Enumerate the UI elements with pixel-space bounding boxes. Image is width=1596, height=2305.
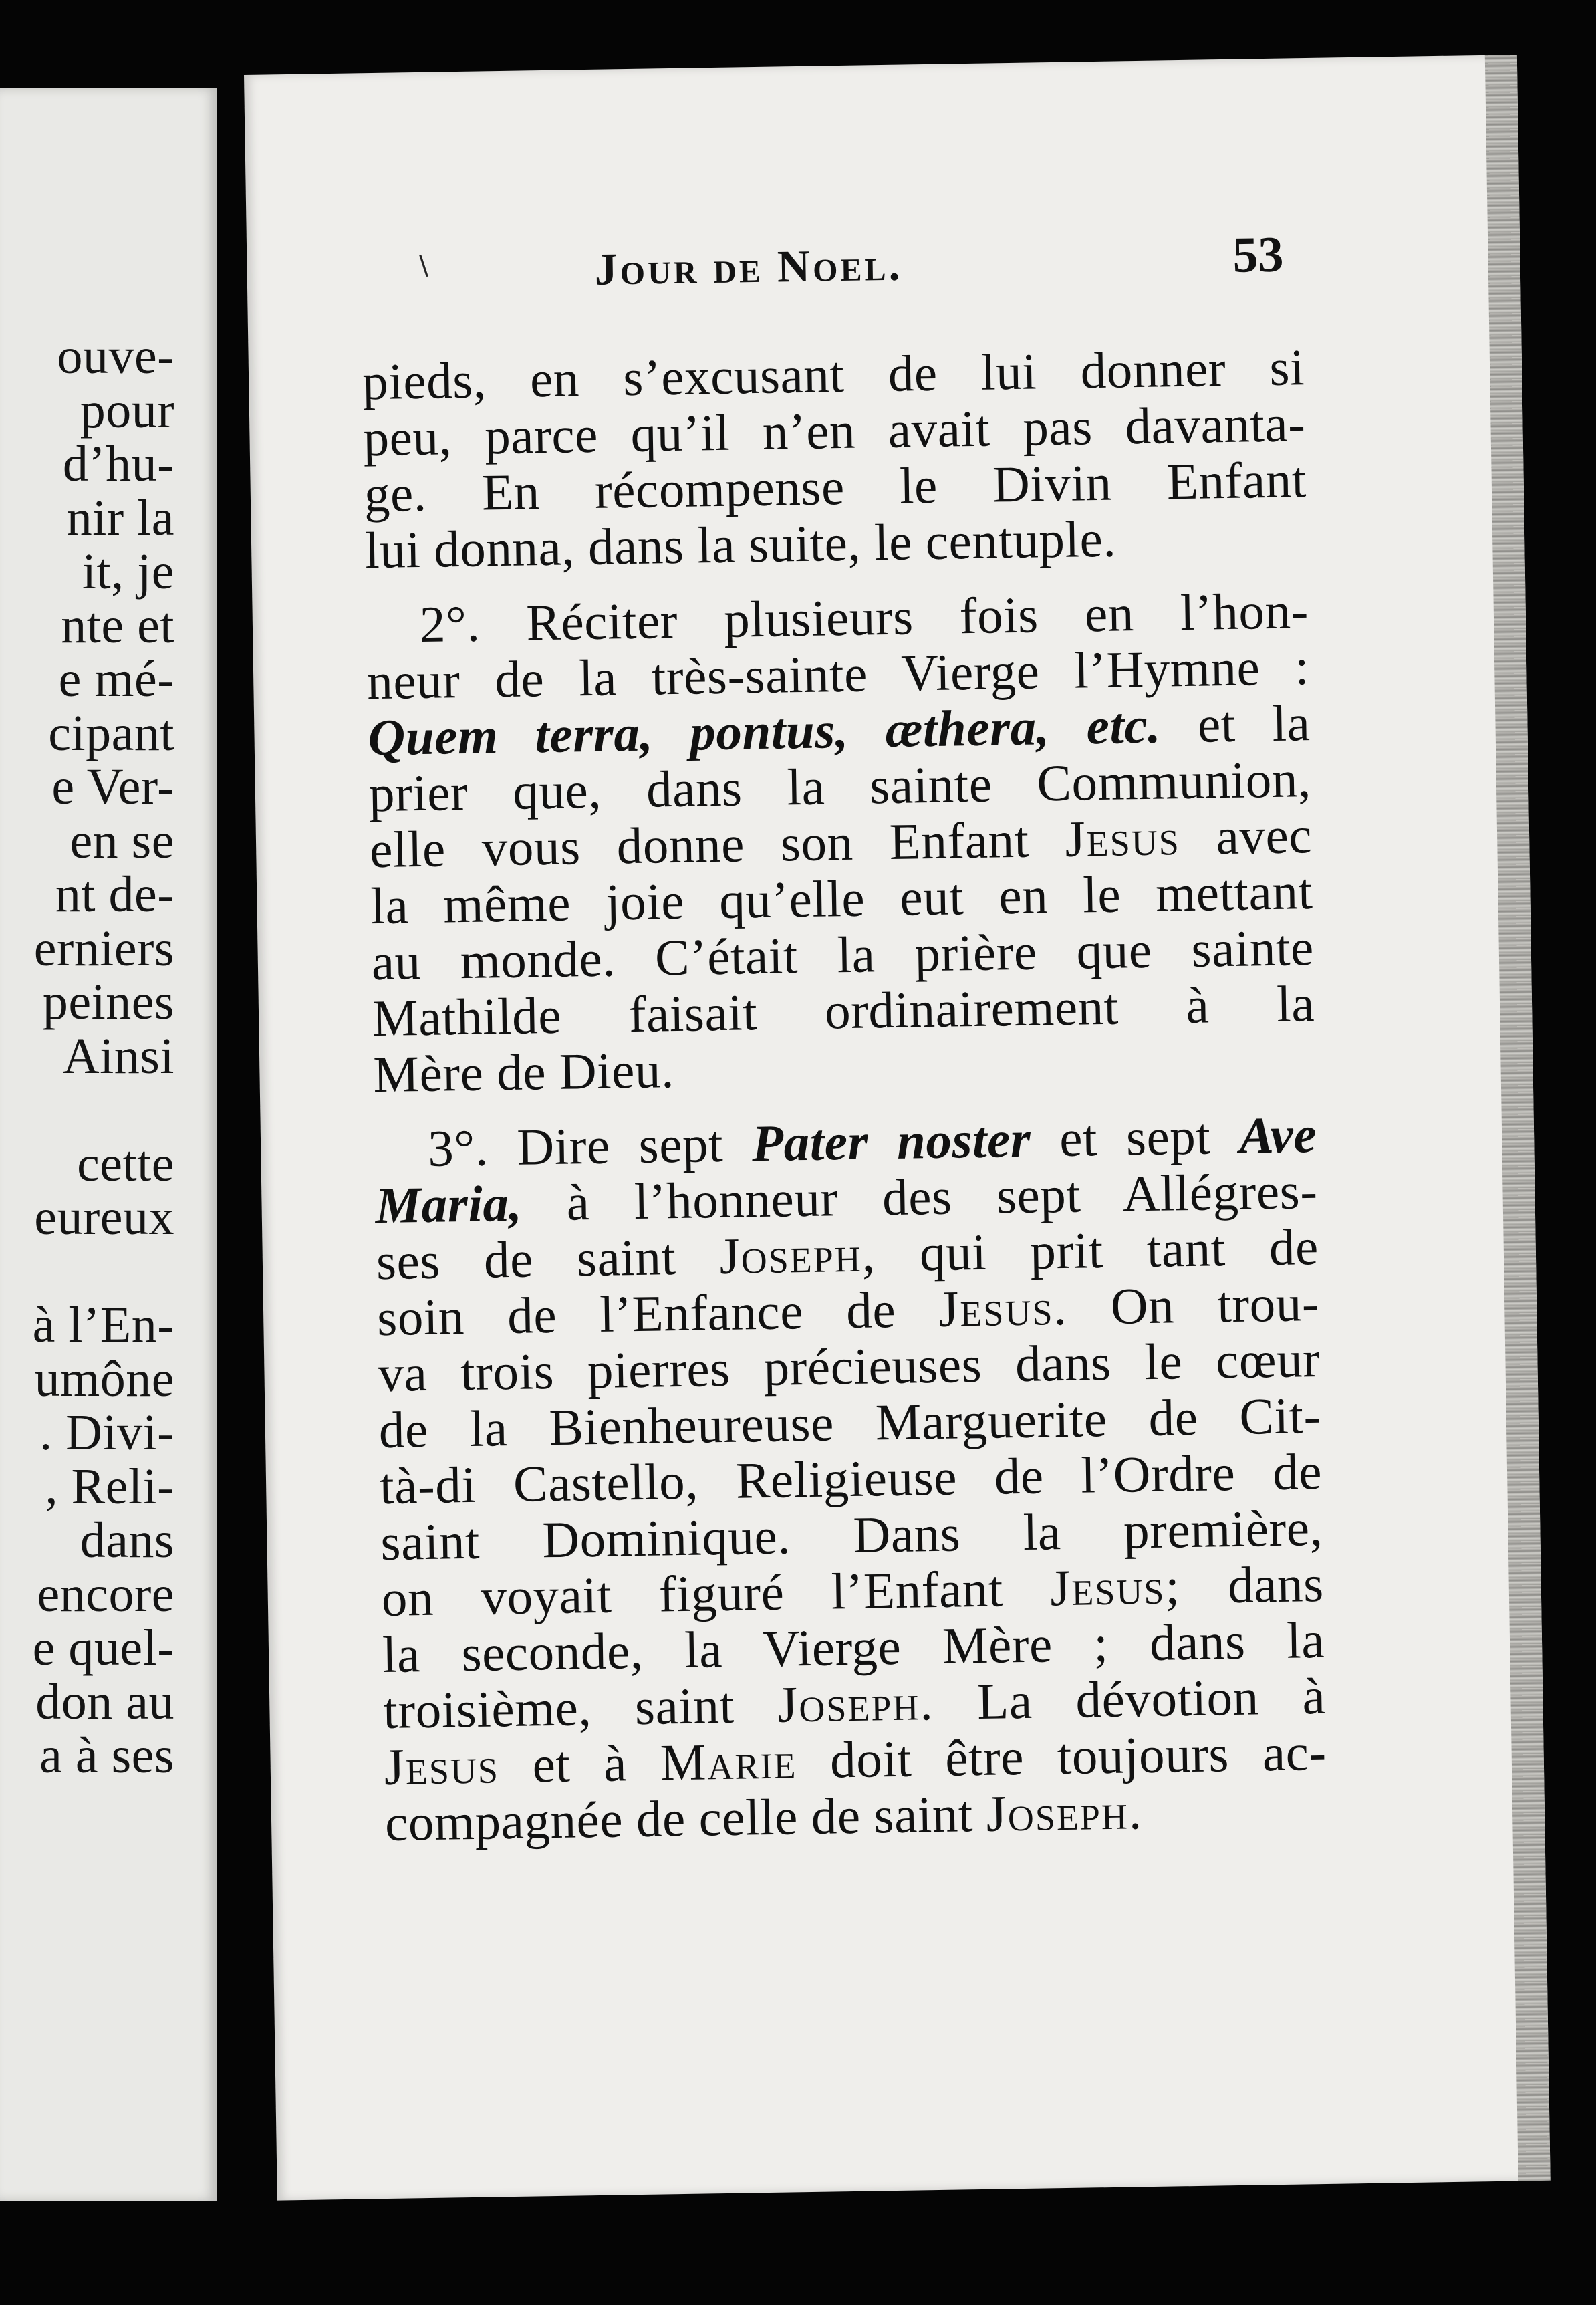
left-page bbox=[0, 88, 217, 2201]
text-line: 2°. Réciter plusieurs fois en l’hon- bbox=[419, 582, 1309, 653]
hymn-title: Quem terra, pontus, æthera, etc. bbox=[367, 696, 1162, 767]
text-line: au monde. C’était la prière que sainte bbox=[371, 919, 1315, 991]
text-line: va trois pierres précieuses dans le cœur bbox=[377, 1330, 1321, 1403]
left-page-line: cette bbox=[77, 1135, 174, 1192]
text-line: peu, parce qu’il n’en avait pas davanta- bbox=[362, 394, 1307, 467]
paragraph-1 bbox=[362, 339, 1308, 578]
left-page-line: erniers bbox=[33, 920, 174, 977]
text-line: Mère de Dieu. bbox=[372, 1041, 675, 1104]
left-page-line: cipant bbox=[48, 705, 174, 761]
paragraph-3 bbox=[374, 1106, 1328, 1851]
left-page-line: Ainsi bbox=[62, 1027, 174, 1084]
page-number: 53 bbox=[1232, 226, 1285, 283]
text-line: 3°. Dire sept Pater noster et sept Ave bbox=[427, 1105, 1317, 1177]
text-line: elle vous donne son Enfant Jesus avec bbox=[369, 806, 1313, 879]
paragraph-2 bbox=[366, 582, 1316, 1102]
text-line: Maria, à l’honneur des sept Allégres- bbox=[374, 1161, 1319, 1235]
left-page-line: ouve- bbox=[57, 328, 174, 384]
text-line: Mathilde faisait ordinairement à la bbox=[372, 975, 1315, 1048]
item-number: 2°. bbox=[419, 594, 481, 653]
left-page-line: nt de- bbox=[55, 866, 174, 923]
text-line: tà-di Castello, Religieuse de l’Ordre de bbox=[379, 1442, 1323, 1515]
left-page-line: d’hu- bbox=[62, 436, 174, 492]
left-page-line: pour bbox=[80, 382, 174, 439]
page-edge bbox=[1485, 55, 1551, 2181]
text-line: saint Dominique. Dans la première, bbox=[380, 1498, 1324, 1572]
text-line: de la Bienheureuse Marguerite de Cit- bbox=[378, 1386, 1322, 1459]
text-line: ge. En récompense le Divin Enfant bbox=[364, 451, 1307, 523]
text-line: compagnée de celle de saint Joseph. bbox=[384, 1782, 1144, 1852]
body-text bbox=[362, 339, 1328, 1851]
text-line: lui donna, dans la suite, le centuple. bbox=[364, 509, 1117, 580]
text-line: Quem terra, pontus, æthera, etc. et la bbox=[367, 694, 1311, 767]
text-line: la seconde, la Vierge Mère ; dans la bbox=[382, 1610, 1325, 1684]
left-page-line: encore bbox=[37, 1566, 174, 1622]
left-page-line: a à ses bbox=[39, 1727, 174, 1784]
left-page-line: e mé- bbox=[58, 651, 174, 707]
item-number: 3°. bbox=[427, 1118, 489, 1177]
text-line: la même joie qu’elle eut en le mettant bbox=[370, 862, 1314, 935]
left-page-line: umône bbox=[34, 1350, 174, 1407]
right-page bbox=[244, 55, 1551, 2201]
left-page-line: en se bbox=[70, 812, 174, 869]
running-head: Jour de Noel. bbox=[594, 239, 904, 295]
text-line: ses de saint Joseph, qui prit tant de bbox=[376, 1217, 1319, 1291]
text-line: pieds, en s’excusant de lui donner si bbox=[362, 338, 1305, 411]
text-line: troisième, saint Joseph. La dévotion à bbox=[382, 1667, 1326, 1740]
left-page-line: peines bbox=[42, 974, 174, 1030]
left-page-line: eureux bbox=[34, 1189, 174, 1245]
left-page-line: it, je bbox=[82, 543, 174, 600]
left-page-line: nir la bbox=[66, 489, 174, 546]
left-page-line: à l’En- bbox=[32, 1297, 174, 1353]
text-line: on voyait figuré l’Enfant Jesus; dans bbox=[381, 1554, 1325, 1628]
running-head-mark: ∖ bbox=[414, 251, 432, 283]
text-line: neur de la très-sainte Vierge l’Hymne : bbox=[366, 638, 1310, 711]
text-line: prier que, dans la sainte Communion, bbox=[368, 750, 1312, 823]
left-page-line: nte et bbox=[61, 597, 174, 654]
left-page-line: e Ver- bbox=[51, 759, 174, 815]
left-page-line: don au bbox=[35, 1673, 174, 1730]
left-page-line: e quel- bbox=[32, 1620, 174, 1676]
left-page-line: dans bbox=[80, 1512, 174, 1568]
text-line: Jesus et à Marie doit être toujours ac- bbox=[384, 1723, 1327, 1796]
left-page-line: , Reli- bbox=[45, 1458, 174, 1515]
left-page-line: . Divi- bbox=[39, 1405, 174, 1461]
text-line: soin de l’Enfance de Jesus. On trou- bbox=[376, 1273, 1320, 1347]
